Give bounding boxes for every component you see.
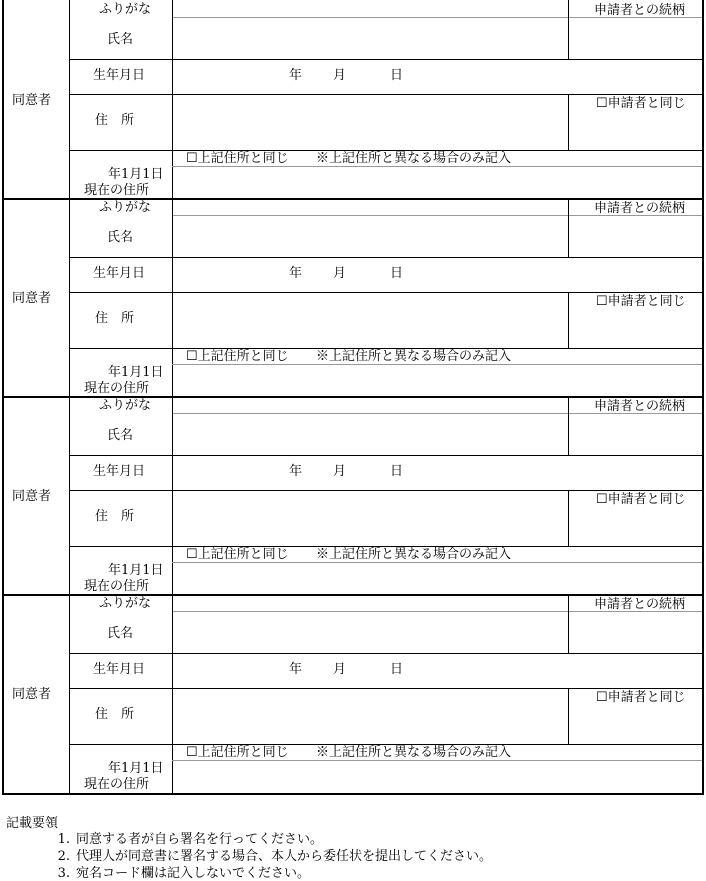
furigana-label: ふりがな xyxy=(99,398,152,413)
same-as-applicant-checkbox[interactable]: ☐申請者と同じ xyxy=(596,690,686,705)
relationship-input[interactable] xyxy=(570,415,702,453)
jan1-label-line2: 現在の住所 xyxy=(84,579,150,594)
instruction-item xyxy=(48,862,310,881)
same-as-above-checkbox[interactable]: ☐上記住所と同じ xyxy=(186,349,289,364)
name-label: 氏名 xyxy=(107,230,134,245)
dob-label: 生年月日 xyxy=(93,266,146,281)
relationship-label: 申請者との続柄 xyxy=(594,3,686,18)
name-label: 氏名 xyxy=(107,428,134,443)
dob-year: 年 xyxy=(289,662,303,677)
furigana-label: ふりがな xyxy=(99,2,152,17)
name-input[interactable] xyxy=(174,613,566,651)
same-as-above-checkbox[interactable]: ☐上記住所と同じ xyxy=(186,745,289,760)
jan1-label: 年1月1日 xyxy=(108,563,164,578)
dob-month: 月 xyxy=(333,464,347,479)
instructions-title: 記載要領 xyxy=(6,816,59,831)
name-input[interactable] xyxy=(174,217,566,255)
instruction-text: 代理人が同意書に署名する場合、本人から委任状を提出してください。 xyxy=(76,849,493,864)
address-label: 住 所 xyxy=(95,707,135,722)
different-address-note: ※上記住所と異なる場合のみ記入 xyxy=(316,349,512,364)
same-as-applicant-checkbox[interactable]: ☐申請者と同じ xyxy=(596,96,686,111)
dob-month: 月 xyxy=(333,68,347,83)
dob-day: 日 xyxy=(390,266,404,281)
relationship-label: 申請者との続柄 xyxy=(594,597,686,612)
same-as-above-checkbox[interactable]: ☐上記住所と同じ xyxy=(186,151,289,166)
dob-year: 年 xyxy=(289,266,303,281)
dob-year: 年 xyxy=(289,464,303,479)
instruction-text: 同意する者が自ら署名を行ってください。 xyxy=(76,832,324,847)
instruction-number: 1. xyxy=(57,832,70,847)
instruction-number: 2. xyxy=(57,849,70,864)
consenter-block xyxy=(4,0,702,198)
name-input[interactable] xyxy=(174,415,566,453)
consenter-block xyxy=(4,198,702,396)
dob-month: 月 xyxy=(333,662,347,677)
jan1-label-line2: 現在の住所 xyxy=(84,381,150,396)
jan1-label-line2: 現在の住所 xyxy=(84,183,150,198)
jan1-label-line2: 現在の住所 xyxy=(84,777,150,792)
name-input[interactable] xyxy=(174,19,566,57)
consenter-block xyxy=(4,594,702,795)
dob-month: 月 xyxy=(333,266,347,281)
dob-label: 生年月日 xyxy=(93,464,146,479)
different-address-note: ※上記住所と異なる場合のみ記入 xyxy=(316,745,512,760)
section-label: 同意者 xyxy=(12,291,52,306)
dob-day: 日 xyxy=(390,662,404,677)
address-label: 住 所 xyxy=(95,113,135,128)
furigana-label: ふりがな xyxy=(99,200,152,215)
same-as-applicant-checkbox[interactable]: ☐申請者と同じ xyxy=(596,294,686,309)
dob-day: 日 xyxy=(390,68,404,83)
different-address-note: ※上記住所と異なる場合のみ記入 xyxy=(316,547,512,562)
dob-label: 生年月日 xyxy=(93,662,146,677)
dob-year: 年 xyxy=(289,68,303,83)
jan1-label: 年1月1日 xyxy=(108,761,164,776)
instruction-number: 3. xyxy=(57,866,70,881)
section-label: 同意者 xyxy=(12,93,52,108)
consenter-form-table xyxy=(2,0,704,795)
instruction-text: 宛名コード欄は記入しないでください。 xyxy=(76,866,311,881)
dob-label: 生年月日 xyxy=(93,68,146,83)
different-address-note: ※上記住所と異なる場合のみ記入 xyxy=(316,151,512,166)
relationship-label: 申請者との続柄 xyxy=(594,201,686,216)
address-label: 住 所 xyxy=(95,509,135,524)
jan1-label: 年1月1日 xyxy=(108,167,164,182)
section-label: 同意者 xyxy=(12,687,52,702)
relationship-input[interactable] xyxy=(570,217,702,255)
same-as-applicant-checkbox[interactable]: ☐申請者と同じ xyxy=(596,492,686,507)
name-label: 氏名 xyxy=(107,32,134,47)
relationship-input[interactable] xyxy=(570,19,702,57)
relationship-label: 申請者との続柄 xyxy=(594,399,686,414)
name-label: 氏名 xyxy=(107,626,134,641)
address-label: 住 所 xyxy=(95,311,135,326)
dob-day: 日 xyxy=(390,464,404,479)
section-label: 同意者 xyxy=(12,489,52,504)
consenter-block xyxy=(4,396,702,594)
furigana-label: ふりがな xyxy=(99,596,152,611)
jan1-label: 年1月1日 xyxy=(108,365,164,380)
relationship-input[interactable] xyxy=(570,613,702,651)
same-as-above-checkbox[interactable]: ☐上記住所と同じ xyxy=(186,547,289,562)
